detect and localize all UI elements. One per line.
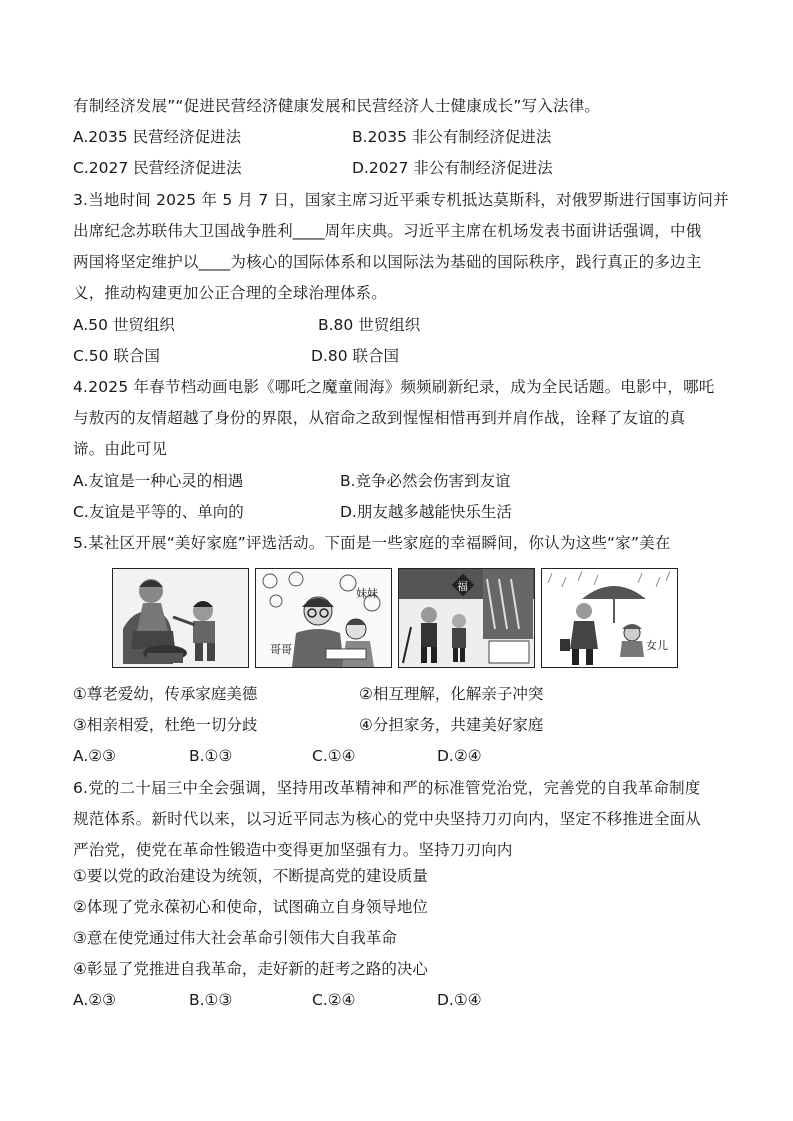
q4-option-a: A.友谊是一种心灵的相遇 [73, 472, 244, 490]
q5-picture-2-label-right: 妹妹 [356, 587, 378, 600]
q6-statement-4: ④彰显了党推进自我革命，走好新的赶考之路的决心 [73, 960, 428, 978]
q3-option-b: B.80 世贸组织 [318, 316, 421, 334]
q3-option-d: D.80 联合国 [311, 347, 400, 365]
q6-stem-line-3: 严治党，使党在革命性锻造中变得更加坚强有力。坚持刀刃向内 [73, 841, 513, 859]
q5-statement-2: ②相互理解，化解亲子冲突 [359, 685, 544, 703]
q5-picture-1 [112, 568, 249, 668]
q6-statement-3: ③意在使党通过伟大社会革命引领伟大自我革命 [73, 929, 397, 947]
q6-statement-1: ①要以党的政治建设为统领，不断提高党的建设质量 [73, 867, 428, 885]
q5-picture-2 [255, 568, 392, 668]
q5-picture-strip [112, 568, 682, 668]
q2-option-d: D.2027 非公有制经济促进法 [352, 159, 553, 177]
q6-option-b: B.①③ [189, 991, 233, 1009]
q5-option-c: C.①④ [312, 747, 356, 765]
q5-statement-3: ③相亲相爱，杜绝一切分歧 [73, 716, 258, 734]
q4-stem-line-1: 4.2025 年春节档动画电影《哪吒之魔童闹海》频频刷新纪录，成为全民话题。电影中，哪吒 [73, 378, 715, 396]
q6-stem-line-1: 6.党的二十届三中全会强调，坚持用改革精神和严的标准管党治党，完善党的自我革命制度 [73, 779, 701, 797]
q2-option-a: A.2035 民营经济促进法 [73, 128, 242, 146]
q3-stem-line-1: 3.当地时间 2025 年 5 月 7 日，国家主席习近平乘专机抵达莫斯科，对俄罗斯进行国事访问并 [73, 191, 729, 209]
q3-option-a: A.50 世贸组织 [73, 316, 175, 334]
q5-picture-4 [541, 568, 678, 668]
q2-option-b: B.2035 非公有制经济促进法 [352, 128, 552, 146]
q5-statement-4: ④分担家务，共建美好家庭 [359, 716, 544, 734]
q5-option-d: D.②④ [437, 747, 482, 765]
q4-stem-line-2: 与敖丙的友情超越了身份的界限，从宿命之敌到惺惺相惜再到并肩作战，诠释了友谊的真 [73, 409, 686, 427]
q4-option-d: D.朋友越多越能快乐生活 [340, 503, 512, 521]
q3-stem-line-3: 两国将坚定维护以____为核心的国际体系和以国际法为基础的国际秩序，践行真正的多边主 [73, 253, 702, 271]
q2-stem-tail: 有制经济发展”“促进民营经济健康发展和民营经济人士健康成长”写入法律。 [73, 97, 601, 115]
q6-option-a: A.②③ [73, 991, 117, 1009]
q6-statement-2: ②体现了党永葆初心和使命，试图确立自身领导地位 [73, 898, 428, 916]
q5-picture-4-label: 女儿 [646, 639, 668, 652]
q3-stem-line-4: 义，推动构建更加公正合理的全球治理体系。 [73, 284, 388, 302]
q5-option-b: B.①③ [189, 747, 233, 765]
q3-option-c: C.50 联合国 [73, 347, 160, 365]
q2-option-c: C.2027 民营经济促进法 [73, 159, 242, 177]
q5-statement-1: ①尊老爱幼，传承家庭美德 [73, 685, 258, 703]
q3-stem-line-2: 出席纪念苏联伟大卫国战争胜利____周年庆典。习近平主席在机场发表书面讲话强调，中俄 [73, 222, 702, 240]
q6-option-c: C.②④ [312, 991, 356, 1009]
q4-option-c: C.友谊是平等的、单向的 [73, 503, 244, 521]
q4-stem-line-3: 谛。由此可见 [73, 440, 168, 458]
q5-picture-3-fu-sign: 福 [457, 580, 468, 593]
q5-stem: 5.某社区开展“美好家庭”评选活动。下面是一些家庭的幸福瞬间，你认为这些“家”美在 [73, 534, 671, 552]
q4-option-b: B.竞争必然会伤害到友谊 [340, 472, 511, 490]
q5-picture-2-label-left: 哥哥 [270, 643, 292, 656]
q5-option-a: A.②③ [73, 747, 117, 765]
q6-option-d: D.①④ [437, 991, 482, 1009]
q6-stem-line-2: 规范体系。新时代以来，以习近平同志为核心的党中央坚持刀刃向内，坚定不移推进全面从 [73, 810, 702, 828]
q5-picture-3 [398, 568, 535, 668]
